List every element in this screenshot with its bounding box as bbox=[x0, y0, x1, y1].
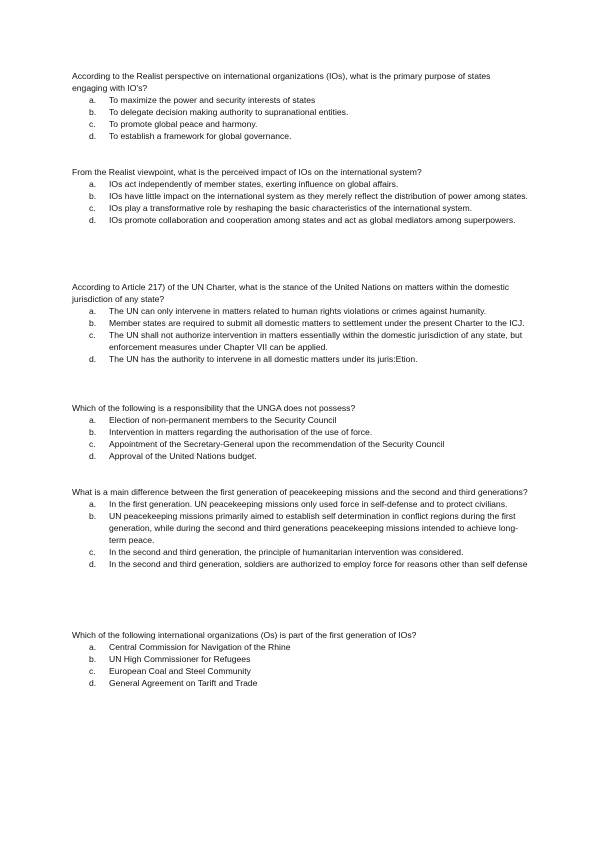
option-letter: c. bbox=[89, 119, 96, 129]
option-letter: d. bbox=[89, 559, 97, 569]
option-b bbox=[72, 426, 528, 438]
option-text: IOs act independently of member states, exerting influence on global affairs. bbox=[109, 179, 399, 189]
option-text: To maximize the power and security interests of states bbox=[109, 95, 316, 105]
option-list bbox=[72, 414, 528, 462]
option-letter: d. bbox=[89, 354, 97, 364]
option-text: In the first generation. UN peacekeeping missions only used force in self-defense and to protect civilians. bbox=[109, 499, 508, 509]
option-text: IOs have little impact on the international system as they merely reflect the distribution of power among states. bbox=[109, 191, 528, 201]
option-b bbox=[72, 653, 528, 665]
option-text: UN peacekeeping missions primarily aimed to establish self determination in conflict regions during the first generation, while during the second and third generations peacekeeping missions intended to achieve long-term peace. bbox=[109, 511, 518, 545]
option-c bbox=[72, 546, 528, 558]
option-text: In the second and third generation, soldiers are authorized to employ force for reasons other than self defense bbox=[109, 559, 528, 569]
question-stem: According to Article 217) of the UN Charter, what is the stance of the United Nations on matters within the domestic jurisdiction of any state? bbox=[72, 282, 510, 304]
option-list bbox=[72, 498, 528, 570]
option-letter: d. bbox=[89, 678, 97, 688]
question-stem: Which of the following is a responsibility that the UNGA does not possess? bbox=[72, 403, 356, 413]
question-1 bbox=[72, 70, 528, 142]
option-text: To promote global peace and harmony. bbox=[109, 119, 258, 129]
question-stem: What is a main difference between the first generation of peacekeeping missions and the second and third generations? bbox=[72, 487, 528, 497]
question-5 bbox=[72, 486, 528, 570]
option-text: European Coal and Steel Community bbox=[109, 666, 251, 676]
option-a bbox=[72, 94, 528, 106]
option-list bbox=[72, 641, 528, 689]
option-letter: a. bbox=[89, 306, 97, 316]
option-text: In the second and third generation, the principle of humanitarian intervention was considered. bbox=[109, 547, 464, 557]
option-text: To establish a framework for global governance. bbox=[109, 131, 292, 141]
option-letter: a. bbox=[89, 415, 97, 425]
option-c bbox=[72, 329, 528, 353]
option-text: IOs play a transformative role by reshaping the basic characteristics of the international system. bbox=[109, 203, 473, 213]
option-d bbox=[72, 558, 528, 570]
option-letter: c. bbox=[89, 666, 96, 676]
option-d bbox=[72, 214, 528, 226]
option-letter: d. bbox=[89, 451, 97, 461]
option-text: Approval of the United Nations budget. bbox=[109, 451, 257, 461]
option-list bbox=[72, 305, 528, 365]
question-2 bbox=[72, 166, 528, 226]
option-text: IOs promote collaboration and cooperation among states and act as global mediators among superpowers. bbox=[109, 215, 516, 225]
option-text: To delegate decision making authority to supranational entities. bbox=[109, 107, 349, 117]
question-stem: Which of the following international organizations (Os) is part of the first generation of IOs? bbox=[72, 630, 417, 640]
option-letter: b. bbox=[89, 654, 97, 664]
option-letter: d. bbox=[89, 131, 97, 141]
option-d bbox=[72, 353, 528, 365]
option-text: The UN can only intervene in matters related to human rights violations or crimes against humanity. bbox=[109, 306, 487, 316]
option-b bbox=[72, 106, 528, 118]
question-4 bbox=[72, 402, 528, 462]
option-letter: a. bbox=[89, 499, 97, 509]
option-letter: a. bbox=[89, 95, 97, 105]
option-text: Central Commission for Navigation of the Rhine bbox=[109, 642, 291, 652]
option-text: The UN has the authority to intervene in all domestic matters under its juris:Etion. bbox=[109, 354, 418, 364]
option-d bbox=[72, 450, 528, 462]
option-b bbox=[72, 317, 528, 329]
option-d bbox=[72, 677, 528, 689]
option-c bbox=[72, 202, 528, 214]
option-c bbox=[72, 438, 528, 450]
option-letter: c. bbox=[89, 439, 96, 449]
option-letter: a. bbox=[89, 642, 97, 652]
question-stem: According to the Realist perspective on international organizations (IOs), what is the primary purpose of states engaging with IO's? bbox=[72, 71, 491, 93]
option-c bbox=[72, 665, 528, 677]
option-text: Appointment of the Secretary-General upon the recommendation of the Security Council bbox=[109, 439, 445, 449]
option-letter: c. bbox=[89, 330, 96, 340]
option-letter: b. bbox=[89, 427, 97, 437]
option-letter: b. bbox=[89, 191, 97, 201]
option-text: UN High Commissioner for Refugees bbox=[109, 654, 251, 664]
option-c bbox=[72, 118, 528, 130]
question-stem: From the Realist viewpoint, what is the perceived impact of IOs on the international system? bbox=[72, 167, 422, 177]
option-a bbox=[72, 414, 528, 426]
option-letter: a. bbox=[89, 179, 97, 189]
option-letter: b. bbox=[89, 318, 97, 328]
option-list bbox=[72, 178, 528, 226]
option-a bbox=[72, 178, 528, 190]
option-text: Intervention in matters regarding the authorisation of the use of force. bbox=[109, 427, 373, 437]
option-list bbox=[72, 94, 528, 142]
option-a bbox=[72, 641, 528, 653]
option-d bbox=[72, 130, 528, 142]
option-letter: c. bbox=[89, 547, 96, 557]
option-text: General Agreement on Tarift and Trade bbox=[109, 678, 258, 688]
option-letter: b. bbox=[89, 511, 97, 521]
option-text: Member states are required to submit all domestic matters to settlement under the present Charter to the ICJ. bbox=[109, 318, 525, 328]
option-text: Election of non-permanent members to the Security Council bbox=[109, 415, 337, 425]
question-6 bbox=[72, 629, 528, 689]
question-3 bbox=[72, 281, 528, 365]
option-a bbox=[72, 305, 528, 317]
option-text: The UN shall not authorize intervention in matters essentially within the domestic jurisdiction of any state, but enforcement measures under Chapter VII can be applied. bbox=[109, 330, 523, 352]
option-b bbox=[72, 510, 528, 546]
option-a bbox=[72, 498, 528, 510]
option-letter: b. bbox=[89, 107, 97, 117]
option-letter: c. bbox=[89, 203, 96, 213]
option-letter: d. bbox=[89, 215, 97, 225]
option-b bbox=[72, 190, 528, 202]
